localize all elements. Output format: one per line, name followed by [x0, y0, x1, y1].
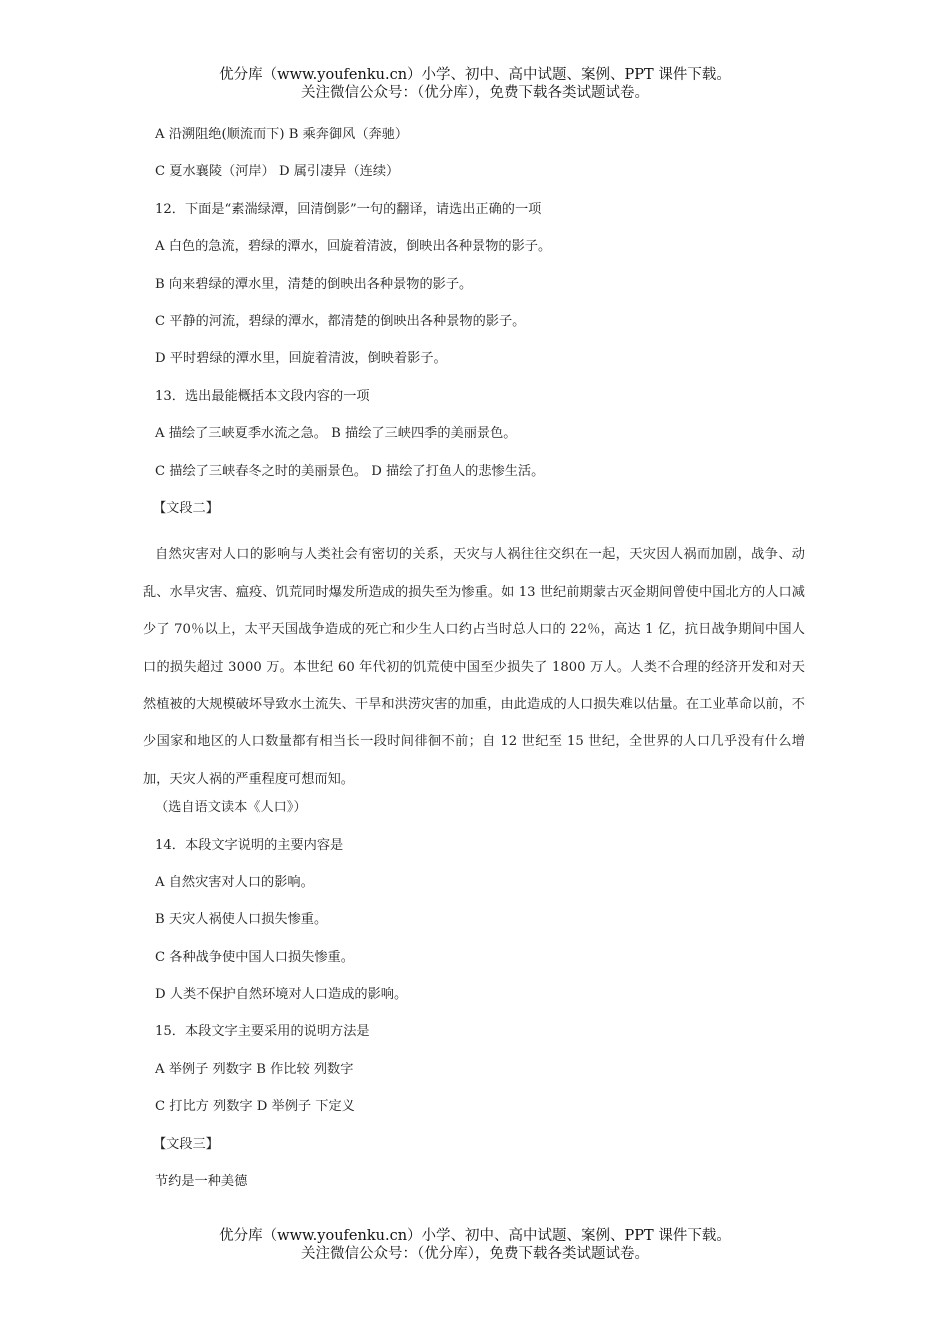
document-body: [0, 125, 950, 1209]
option-line: D 人类不保护自然环境对人口造成的影响。: [155, 987, 408, 1003]
option-line: C 各种战争使中国人口损失惨重。: [155, 949, 354, 965]
option-line: A 举例子 列数字 B 作比较 列数字: [155, 1061, 354, 1077]
question-12: 12．下面是“素湍绿潭，回清倒影”一句的翻译，请选出正确的一项: [155, 201, 542, 217]
section-3-title: 【文段三】: [153, 1136, 219, 1152]
section-2-paragraph: 自然灾害对人口的影响与人类社会有密切的关系，天灾与人祸往往交织在一起，天灾因人祸而加剧，战争、动乱、水旱灾害、瘟疫、饥荒同时爆发所造成的损失至为惨重。如 13 世纪前期蒙古灭金期间曾使中国北方的人口减少了 70％以上，太平天国战争造成的死亡和少生人口约占当时总人口的 22％，高达 1 亿，抗日战争期间中国人口的损失超过 3000 万。本世纪 60 年代初的饥荒使中国至少损失了 1800 万人。人类不合理的经济开发和对天然植被的大规模破坏导致水土流失、干旱和洪涝灾害的加重，由此造成的人口损失难以估量。在工业革命以前，不少国家和地区的人口数量都有相当长一段时间徘徊不前；自 12 世纪至 15 世纪，全世界的人口几乎没有什么增加，天灾人祸的严重程度可想而知。: [143, 547, 805, 787]
option-line: A 沿溯阻绝(顺流而下) B 乘奔御风（奔驰）: [155, 127, 409, 142]
section-3-first-line: 节约是一种美德: [155, 1174, 248, 1190]
option-line: B 向来碧绿的潭水里，清楚的倒映出各种景物的影子。: [155, 276, 473, 292]
question-15: 15．本段文字主要采用的说明方法是: [155, 1024, 370, 1040]
header-line-2: 关注微信公众号：（优分库），免费下载各类试题试卷。: [301, 85, 649, 101]
option-line: C 打比方 列数字 D 举例子 下定义: [155, 1099, 355, 1115]
option-line: D 平时碧绿的潭水里，回旋着清波，倒映着影子。: [155, 351, 447, 367]
option-line: A 描绘了三峡夏季水流之急。 B 描绘了三峡四季的美丽景色。: [155, 426, 517, 442]
option-line: A 白色的急流，碧绿的潭水，回旋着清波，倒映出各种景物的影子。: [155, 239, 552, 255]
option-line: B 天灾人祸使人口损失惨重。: [155, 912, 328, 928]
option-line: C 描绘了三峡春冬之时的美丽景色。 D 描绘了打鱼人的悲惨生活。: [155, 463, 545, 479]
section-2-title: 【文段二】: [153, 500, 219, 516]
option-line: C 夏水襄陵（河岸） D 属引凄异（连续）: [155, 164, 400, 180]
option-line: C 平静的河流，碧绿的潭水，都清楚的倒映出各种景物的影子。: [155, 313, 526, 329]
question-13: 13．选出最能概括本文段内容的一项: [155, 388, 370, 404]
page-header: [0, 66, 950, 102]
option-line: A 自然灾害对人口的影响。: [155, 874, 314, 890]
question-14: 14．本段文字说明的主要内容是: [155, 837, 344, 853]
footer-line-1: 优分库（www.youfenku.cn）小学、初中、高中试题、案例、PPT 课件下载。: [219, 1228, 731, 1244]
page-footer: [0, 1227, 950, 1263]
header-line-1: 优分库（www.youfenku.cn）小学、初中、高中试题、案例、PPT 课件下载。: [219, 67, 731, 83]
source-citation: （选自语文读本《人口》）: [155, 800, 307, 816]
footer-line-2: 关注微信公众号：（优分库），免费下载各类试题试卷。: [301, 1246, 649, 1262]
